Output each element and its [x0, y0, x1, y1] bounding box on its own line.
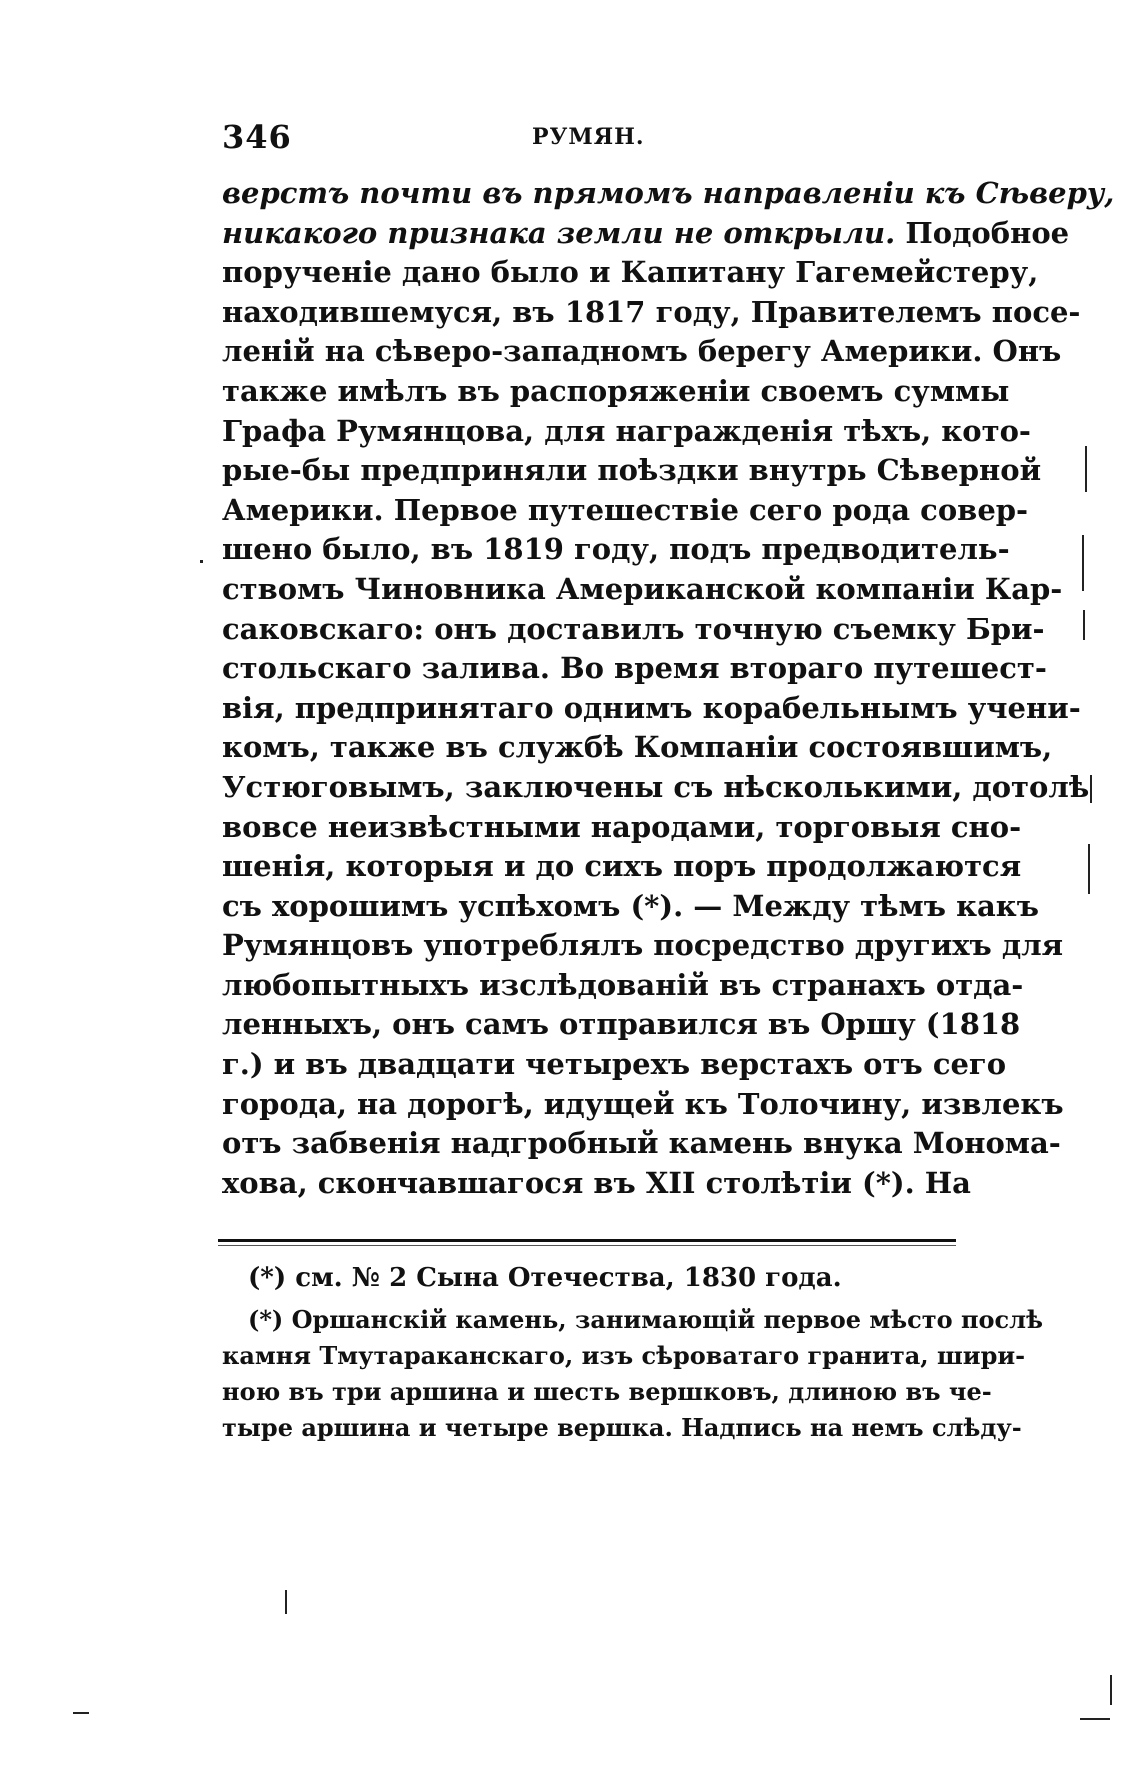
- text-line: леній на сѣверо-западномъ берегу Америки. Онъ: [222, 334, 1062, 369]
- main-text: [222, 174, 1115, 1203]
- scan-mark: [285, 1590, 287, 1614]
- running-head: РУМЯН.: [532, 124, 645, 150]
- scan-mark: [1080, 1718, 1110, 1720]
- text-line: [222, 214, 1070, 254]
- text-line: Америки. Первое путешествіе сего рода совер-: [222, 492, 1029, 527]
- text-line: стольскаго залива. Во время втораго путешест-: [222, 651, 1047, 686]
- scan-mark: [1083, 610, 1085, 640]
- footnote-2-line: ною въ три аршина и шесть вершковъ, длиною въ че-: [222, 1377, 992, 1406]
- text-line: Графа Румянцова, для награжденія тѣхъ, кото-: [222, 413, 1031, 448]
- text-line: саковскаго: онъ доставилъ точную съемку Бри-: [222, 611, 1045, 646]
- scan-mark: [1082, 535, 1084, 591]
- text-line: г.) и въ двадцати четырехъ верстахъ отъ сего: [222, 1047, 1007, 1082]
- footnote-rule: [218, 1239, 956, 1242]
- scan-mark: [1090, 775, 1092, 803]
- footnote-2-line: камня Тмутараканскаго, изъ сѣроватаго гранита, шири-: [222, 1341, 1026, 1370]
- roman-text: Подобное: [905, 215, 1070, 250]
- text-line: также имѣлъ въ распоряженіи своемъ суммы: [222, 373, 1010, 408]
- text-line: шенія, которыя и до сихъ поръ продолжаются: [222, 849, 1022, 884]
- text-line: Румянцовъ употреблялъ посредство другихъ для: [222, 928, 1064, 963]
- text-line: рые-бы предприняли поѣздки внутрь Сѣверной: [222, 453, 1042, 488]
- text-line: комъ, также въ службѣ Компаніи состоявшимъ,: [222, 730, 1053, 765]
- italic-text: никакого признака земли не открыли.: [222, 215, 896, 250]
- text-line: ствомъ Чиновника Американской компаніи Кар-: [222, 571, 1063, 606]
- scan-mark: [1085, 446, 1087, 492]
- text-line: отъ забвенія надгробный камень внука Монома-: [222, 1126, 1061, 1161]
- text-line: хова, скончавшагося въ XII столѣтіи (*). На: [222, 1165, 971, 1200]
- page-header: [222, 118, 952, 158]
- text-line: любопытныхъ изслѣдованій въ странахъ отда-: [222, 967, 1024, 1002]
- text-line: верстъ почти въ прямомъ направленіи къ Сѣверу,: [222, 176, 1115, 210]
- scan-mark: [73, 1712, 89, 1714]
- page-number: 346: [222, 118, 292, 156]
- footnote-2-line: тыре аршина и четыре вершка. Надпись на немъ слѣду-: [222, 1413, 1022, 1442]
- text-line: города, на дорогѣ, идущей къ Толочину, извлекъ: [222, 1086, 1064, 1121]
- text-line: вовсе неизвѣстными народами, торговыя сно-: [222, 809, 1022, 844]
- scan-mark: [1110, 1675, 1112, 1705]
- footnotes: [222, 1258, 1043, 1446]
- footnote-2-line: (*) Оршанскій камень, занимающій первое мѣсто послѣ: [248, 1305, 1043, 1334]
- text-line: шено было, въ 1819 году, подъ предводитель-: [222, 532, 1010, 567]
- text-line: порученіе дано было и Капитану Гагемейстеру,: [222, 255, 1039, 290]
- text-line: вія, предпринятаго однимъ корабельнымъ учени-: [222, 690, 1081, 725]
- text-line: Устюговымъ, заключены съ нѣсколькими, дотолѣ: [222, 769, 1090, 804]
- scan-mark: [1088, 844, 1090, 894]
- scan-mark: [200, 560, 203, 563]
- footnote-rule-thin: [218, 1245, 956, 1246]
- footnote-1: (*) см. № 2 Сына Отечества, 1830 года.: [248, 1263, 842, 1293]
- text-line: ленныхъ, онъ самъ отправился въ Оршу (1818: [222, 1007, 1021, 1042]
- text-line: съ хорошимъ успѣхомъ (*). — Между тѣмъ какъ: [222, 888, 1039, 923]
- text-line: находившемуся, въ 1817 году, Правителемъ посе-: [222, 294, 1081, 329]
